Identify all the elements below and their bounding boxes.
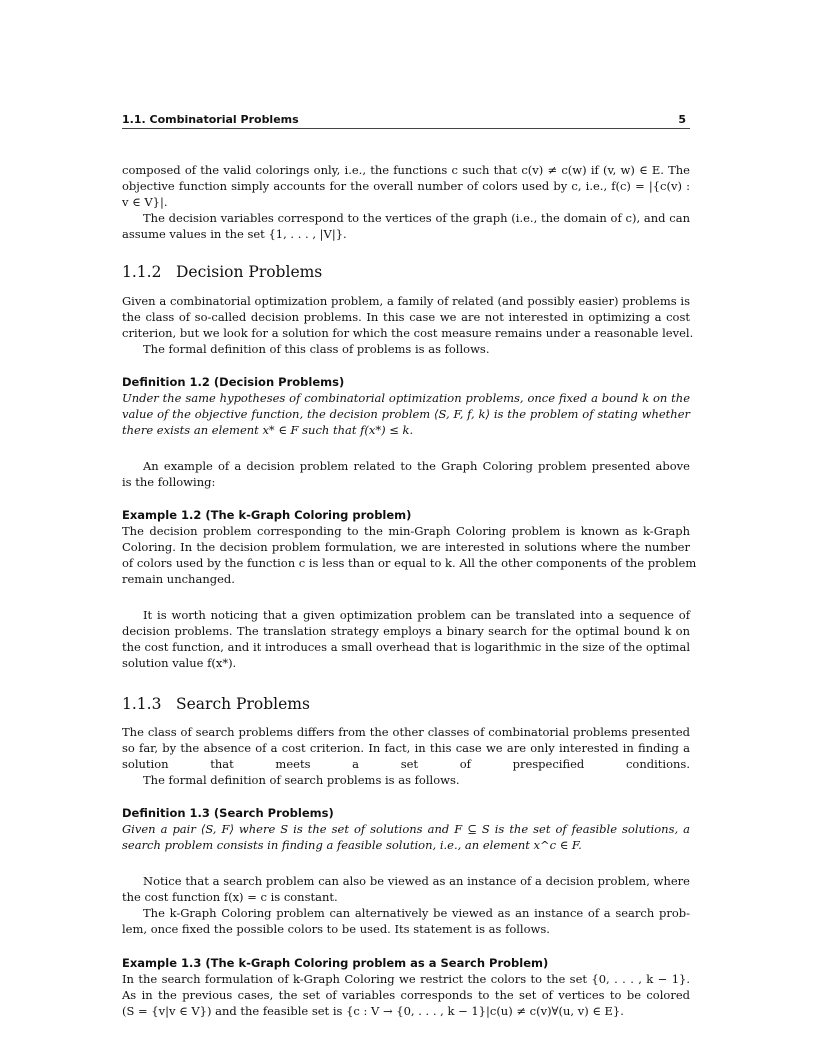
example-body bbox=[122, 971, 690, 1019]
paragraph-decision-variables bbox=[122, 210, 690, 242]
paragraph-example-intro bbox=[122, 458, 690, 490]
text-line: objective function simply accounts for the overall number of colors used by c, i.e., f(c) = |{c(v) : bbox=[122, 179, 690, 193]
text-line: Coloring. In the decision problem formulation, we are interested in solutions where the number bbox=[122, 540, 690, 554]
definition-body bbox=[122, 390, 690, 438]
text-line: The k-Graph Coloring problem can alternatively be viewed as an instance of a search prob- bbox=[143, 906, 690, 920]
text-line: v ∈ V}|. bbox=[122, 195, 168, 209]
example-heading: Example 1.3 (The k-Graph Coloring problem as a Search Problem) bbox=[122, 956, 549, 970]
example-heading: Example 1.2 (The k-Graph Coloring problem) bbox=[122, 508, 412, 522]
text-line: (S = {v|v ∈ V}) and the feasible set is {c : V → {0, . . . , k − 1}|c(u) ≠ c(v)∀(u, v) ∈ E}. bbox=[122, 1004, 624, 1018]
text-line: there exists an element x* ∈ F such that f(x*) ≤ k. bbox=[122, 423, 414, 437]
text-line: of colors used by the function c is less than or equal to k. All the other components of the problem bbox=[122, 556, 697, 570]
text-line: The class of search problems differs from the other classes of combinatorial problems presented bbox=[122, 725, 690, 739]
text-line: In the search formulation of k-Graph Coloring we restrict the colors to the set {0, . . . , k − 1}. bbox=[122, 972, 690, 986]
example-body bbox=[122, 523, 697, 587]
text-line: decision problems. The translation strategy employs a binary search for the optimal bound k on bbox=[122, 624, 690, 638]
text-line: Given a combinatorial optimization problem, a family of related (and possibly easier) problems is bbox=[122, 294, 690, 308]
text-line: An example of a decision problem related to the Graph Coloring problem presented above bbox=[143, 459, 690, 473]
text-line: the cost function, and it introduces a small overhead that is logarithmic in the size of the optimal bbox=[122, 640, 690, 654]
text-line: Notice that a search problem can also be viewed as an instance of a decision problem, where bbox=[143, 874, 690, 888]
text-line: assume values in the set {1, . . . , |V|}. bbox=[122, 227, 347, 241]
text-line: solution value f(x*). bbox=[122, 656, 237, 670]
running-header bbox=[122, 112, 690, 129]
section-heading-1-1-3 bbox=[122, 695, 310, 713]
text-line: The formal definition of this class of problems is as follows. bbox=[143, 342, 490, 356]
text-line: the cost function f(x) = c is constant. bbox=[122, 890, 338, 904]
text-line: Under the same hypotheses of combinatorial optimization problems, once fixed a bound k on the bbox=[122, 391, 690, 405]
paragraph-search-as-decision bbox=[122, 873, 690, 937]
text-line: value of the objective function, the decision problem ⟨S, F, f, k⟩ is the problem of stating whether bbox=[122, 407, 690, 421]
text-line: Given a pair ⟨S, F⟩ where S is the set of solutions and F ⊆ S is the set of feasible solutions, a bbox=[122, 822, 690, 836]
paragraph-search-intro bbox=[122, 724, 690, 788]
text-line: search problem consists in finding a feasible solution, i.e., an element x^c ∈ F. bbox=[122, 838, 582, 852]
running-header-section: 1.1. Combinatorial Problems bbox=[122, 113, 299, 126]
text-line: criterion, but we look for a solution for which the cost measure remains under a reasonable level. bbox=[122, 326, 694, 340]
text-line: the class of so-called decision problems. In this case we are not interested in optimizing a cost bbox=[122, 310, 690, 324]
definition-heading: Definition 1.3 (Search Problems) bbox=[122, 806, 334, 820]
text-line: The formal definition of search problems is as follows. bbox=[143, 773, 460, 787]
text-line: The decision variables correspond to the vertices of the graph (i.e., the domain of c), and can bbox=[143, 211, 690, 225]
text-line: solution that meets a set of prespecified conditions. bbox=[122, 757, 690, 771]
text-line: composed of the valid colorings only, i.e., the functions c such that c(v) ≠ c(w) if (v, w) ∈ E. The bbox=[122, 163, 690, 177]
text-line: lem, once fixed the possible colors to be used. Its statement is as follows. bbox=[122, 922, 550, 936]
section-title: Search Problems bbox=[176, 695, 310, 713]
paragraph-coloring-def bbox=[122, 162, 690, 210]
text-line: so far, by the absence of a cost criterion. In fact, in this case we are only interested in finding a bbox=[122, 741, 690, 755]
section-title: Decision Problems bbox=[176, 263, 323, 281]
definition-heading: Definition 1.2 (Decision Problems) bbox=[122, 375, 345, 389]
paragraph-translation bbox=[122, 607, 690, 671]
section-number: 1.1.2 bbox=[122, 263, 162, 281]
text-line: remain unchanged. bbox=[122, 572, 235, 586]
section-number: 1.1.3 bbox=[122, 695, 162, 713]
section-heading-1-1-2 bbox=[122, 263, 322, 281]
definition-body bbox=[122, 821, 690, 853]
text-line: As in the previous cases, the set of variables corresponds to the set of vertices to be colored bbox=[122, 988, 690, 1002]
text-line: It is worth noticing that a given optimization problem can be translated into a sequence of bbox=[143, 608, 690, 622]
paragraph-decision-intro bbox=[122, 293, 694, 357]
page-number: 5 bbox=[678, 113, 686, 126]
text-line: is the following: bbox=[122, 475, 216, 489]
text-line: The decision problem corresponding to the min-Graph Coloring problem is known as k-Graph bbox=[122, 524, 690, 538]
